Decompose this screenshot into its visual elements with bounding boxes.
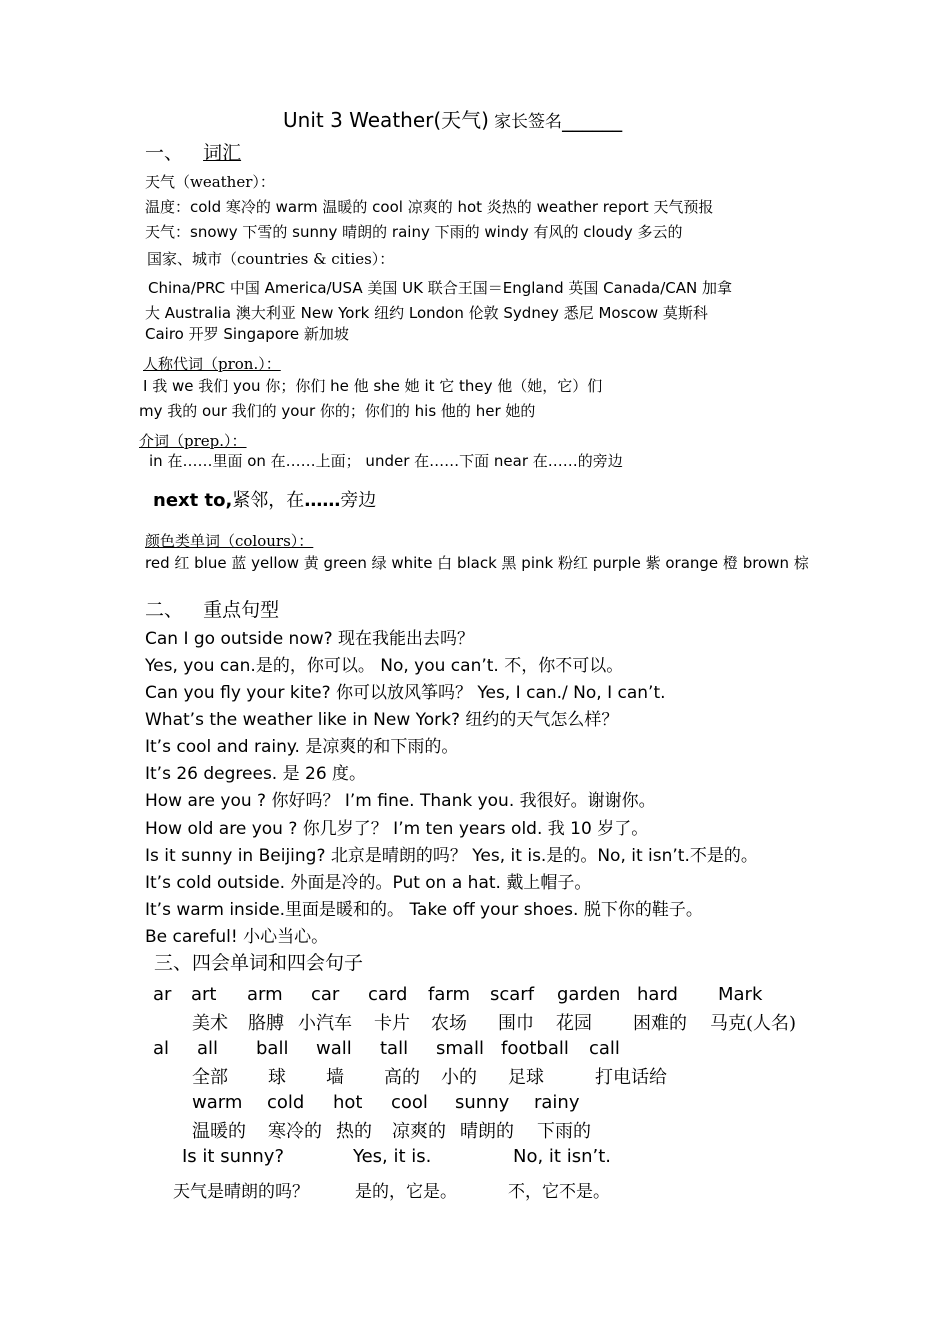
zh-item: 下雨的 [537, 1121, 591, 1142]
zh-item: 卡片 [374, 1013, 410, 1034]
sentence-11: It’s warm inside.里面是暖和的。 Take off your shoes. 脱下你的鞋子。 [145, 900, 703, 920]
zh-item: 凉爽的 [392, 1121, 446, 1142]
prep-next-to-dots: …… [304, 490, 341, 511]
prep-next-to: next to, [153, 490, 233, 511]
sentence-7: How are you ? 你好吗？ I’m fine. Thank you. 我很好。谢谢你。 [145, 791, 656, 811]
weather-words-line: 天气：snowy 下雪的 sunny 晴朗的 rainy 下雨的 windy 有风的 cloudy 多云的 [145, 223, 683, 241]
pron-line-2: my 我的 our 我们的 your 你的；你们的 his 他的 her 她的 [139, 402, 536, 420]
zh-item: 墙 [326, 1067, 344, 1088]
zh-item: 美术 [192, 1013, 228, 1034]
answer-yes-zh: 是的，它是。 [355, 1182, 457, 1202]
word-item: art [191, 984, 217, 1005]
question-zh: 天气是晴朗的吗？ [173, 1182, 309, 1202]
title-text: Unit 3 Weather(天气) [283, 108, 489, 132]
word-item: call [589, 1038, 620, 1059]
word-item: garden [557, 984, 621, 1005]
sentence-8: How old are you ? 你几岁了？ I’m ten years old. 我 10 岁了。 [145, 819, 649, 839]
colours-label: 颜色类单词（colours）： [145, 532, 314, 550]
zh-item: 全部 [192, 1067, 228, 1088]
sentence-6: It’s 26 degrees. 是 26 度。 [145, 764, 367, 784]
zh-item: 小汽车 [298, 1013, 352, 1034]
word-item: hard [637, 984, 678, 1005]
zh-item: 球 [268, 1067, 286, 1088]
word-item: wall [316, 1038, 352, 1059]
zh-item: 马克(人名) [710, 1013, 797, 1034]
section1-heading [145, 144, 241, 163]
page-title [283, 110, 622, 131]
section2-num: 二、 [145, 599, 184, 621]
word-item: football [501, 1038, 569, 1059]
zh-row-2 [0, 1063, 950, 1087]
zh-item: 打电话给 [595, 1067, 667, 1088]
parent-sign-label: 家长签名 [494, 112, 563, 132]
countries-line-3: Cairo 开罗 Singapore 新加坡 [145, 325, 349, 343]
zh-item: 高的 [384, 1067, 420, 1088]
zh-item: 围巾 [498, 1013, 534, 1034]
word-item: rainy [534, 1092, 580, 1113]
zh-item: 热的 [336, 1121, 372, 1142]
answer-yes-en: Yes, it is. [353, 1146, 432, 1167]
prep-label: 介词（prep.）： [139, 432, 247, 450]
zh-item: 足球 [508, 1067, 544, 1088]
colours-line: red 红 blue 蓝 yellow 黄 green 绿 white 白 black 黑 pink 粉红 purple 紫 orange 橙 brown 棕 [145, 554, 809, 572]
answer-no-en: No, it isn’t. [513, 1146, 611, 1167]
prep-next-to-zh: 紧邻，在 [232, 490, 305, 511]
word-item: all [197, 1038, 219, 1059]
zh-row-1 [0, 1009, 950, 1033]
zh-item: 晴朗的 [460, 1121, 514, 1142]
word-item: cold [267, 1092, 305, 1113]
word-item: al [153, 1038, 170, 1059]
word-item: Mark [718, 984, 763, 1005]
sentence-1: Can I go outside now? 现在我能出去吗？ [145, 629, 475, 649]
zh-item: 温暖的 [192, 1121, 246, 1142]
word-item: ball [256, 1038, 289, 1059]
prep-line-2 [153, 492, 376, 510]
word-item: sunny [455, 1092, 510, 1113]
sentence-4: What’s the weather like in New York? 纽约的天气怎么样？ [145, 710, 619, 730]
word-item: ar [153, 984, 172, 1005]
zh-item: 困难的 [633, 1013, 687, 1034]
section3-heading: 三、四会单词和四会句子 [154, 952, 364, 974]
question-en: Is it sunny? [182, 1146, 284, 1167]
section1-title: 词汇 [203, 142, 242, 164]
prep-line-1: in 在……里面 on 在……上面； under 在……下面 near 在……的旁边 [149, 452, 623, 470]
question-row [0, 1146, 950, 1170]
zh-row-3 [0, 1117, 950, 1141]
answer-no-zh: 不，它不是。 [508, 1182, 610, 1202]
weather-label: 天气（weather）： [145, 173, 275, 191]
section2-title: 重点句型 [203, 599, 280, 621]
prep-next-to-end: 旁边 [340, 490, 377, 511]
word-item: warm [192, 1092, 243, 1113]
countries-label: 国家、城市（countries & cities）： [147, 250, 395, 268]
word-row-1 [0, 984, 950, 1008]
question-zh-row [0, 1177, 950, 1201]
zh-item: 农场 [431, 1013, 467, 1034]
zh-item: 寒冷的 [268, 1121, 322, 1142]
word-item: cool [391, 1092, 428, 1113]
word-item: car [311, 984, 340, 1005]
sentence-9: Is it sunny in Beijing? 北京是晴朗的吗？ Yes, it is.是的。No, it isn’t.不是的。 [145, 846, 758, 866]
word-row-3 [0, 1092, 950, 1116]
word-item: small [436, 1038, 484, 1059]
word-item: arm [247, 984, 283, 1005]
word-item: scarf [490, 984, 535, 1005]
word-item: card [368, 984, 408, 1005]
countries-line-1: China/PRC 中国 America/USA 美国 UK 联合王国＝England 英国 Canada/CAN 加拿 [148, 279, 733, 297]
section1-num: 一、 [145, 142, 184, 164]
zh-item: 胳膊 [248, 1013, 284, 1034]
word-row-2 [0, 1038, 950, 1062]
sentence-10: It’s cold outside. 外面是冷的。Put on a hat. 戴上帽子。 [145, 873, 592, 893]
section2-heading [145, 601, 279, 620]
zh-item: 花园 [556, 1013, 592, 1034]
sentence-12: Be careful! 小心当心。 [145, 927, 329, 947]
pron-label: 人称代词（pron.）： [143, 355, 281, 373]
word-item: hot [333, 1092, 363, 1113]
sentence-5: It’s cool and rainy. 是凉爽的和下雨的。 [145, 737, 459, 757]
word-item: tall [380, 1038, 409, 1059]
sentence-3: Can you fly your kite? 你可以放风筝吗？ Yes, I can./ No, I can’t. [145, 683, 666, 703]
sentence-2: Yes, you can.是的，你可以。 No, you can’t. 不，你不可以。 [145, 656, 624, 676]
word-item: farm [428, 984, 470, 1005]
parent-sign-blank: ______ [562, 108, 623, 132]
pron-line-1: I 我 we 我们 you 你；你们 he 他 she 她 it 它 they 他（她，它）们 [143, 377, 603, 395]
zh-item: 小的 [441, 1067, 477, 1088]
countries-line-2: 大 Australia 澳大利亚 New York 纽约 London 伦敦 Sydney 悉尼 Moscow 莫斯科 [145, 304, 708, 322]
temperature-line: 温度：cold 寒冷的 warm 温暖的 cool 凉爽的 hot 炎热的 weather report 天气预报 [145, 198, 714, 216]
